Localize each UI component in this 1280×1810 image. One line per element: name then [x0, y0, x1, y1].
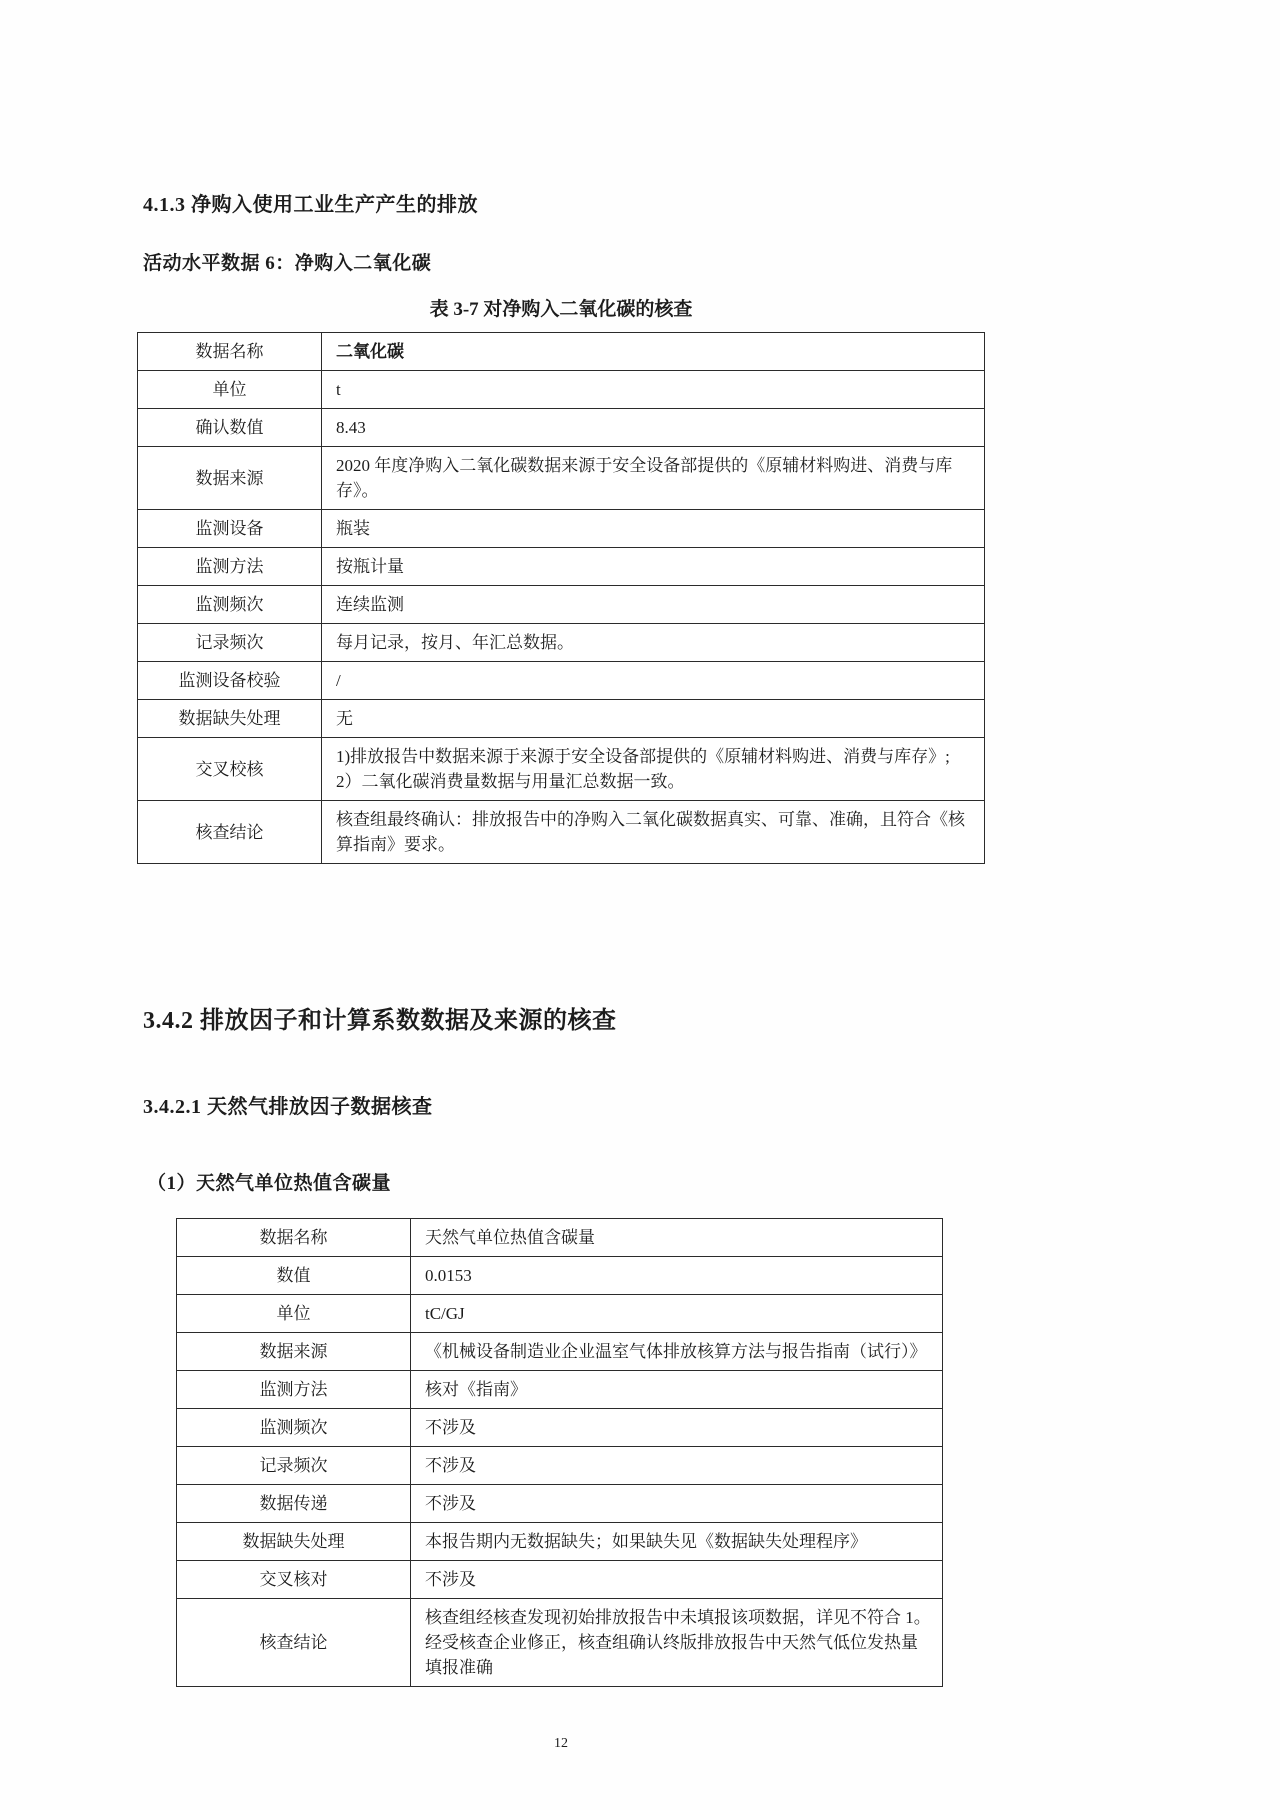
page-number: 12	[554, 1736, 568, 1751]
row-value: 核查组最终确认：排放报告中的净购入二氧化碳数据真实、可靠、准确，且符合《核算指南》要求。	[322, 801, 985, 864]
row-value: 每月记录，按月、年汇总数据。	[322, 624, 985, 662]
row-value: /	[322, 662, 985, 700]
table-row	[177, 1371, 943, 1409]
table-3-7-caption: 表 3-7 对净购入二氧化碳的核查	[429, 299, 693, 320]
row-value: 二氧化碳	[322, 333, 985, 371]
row-label: 记录频次	[138, 624, 322, 662]
row-label: 核查结论	[138, 801, 322, 864]
row-label: 交叉校核	[138, 738, 322, 801]
row-value: 不涉及	[411, 1447, 943, 1485]
table-row	[138, 371, 985, 409]
row-label: 数据名称	[138, 333, 322, 371]
row-value: 8.43	[322, 409, 985, 447]
table-natural-gas-carbon-content	[176, 1218, 943, 1687]
table-row	[138, 333, 985, 371]
row-label: 监测频次	[138, 586, 322, 624]
row-label: 核查结论	[177, 1599, 411, 1687]
row-label: 数据缺失处理	[177, 1523, 411, 1561]
table-row	[177, 1257, 943, 1295]
row-label: 单位	[138, 371, 322, 409]
table-row	[138, 409, 985, 447]
row-value: 无	[322, 700, 985, 738]
row-value: t	[322, 371, 985, 409]
heading-section-3-4-2-1: 3.4.2.1 天然气排放因子数据核查	[143, 1096, 433, 1118]
row-value: 按瓶计量	[322, 548, 985, 586]
heading-item-1-carbon-content: （1）天然气单位热值含碳量	[147, 1173, 392, 1194]
row-value: 连续监测	[322, 586, 985, 624]
table-row	[177, 1599, 943, 1687]
heading-section-4-1-3: 4.1.3 净购入使用工业生产产生的排放	[143, 194, 478, 216]
row-label: 数值	[177, 1257, 411, 1295]
row-label: 单位	[177, 1295, 411, 1333]
table-row	[138, 738, 985, 801]
table-row	[177, 1295, 943, 1333]
table-row	[177, 1447, 943, 1485]
row-label: 数据来源	[177, 1333, 411, 1371]
row-value: 不涉及	[411, 1561, 943, 1599]
table-row	[177, 1409, 943, 1447]
table-row	[138, 662, 985, 700]
table-row	[138, 801, 985, 864]
table-row	[138, 447, 985, 510]
row-value: 1)排放报告中数据来源于来源于安全设备部提供的《原辅材料购进、消费与库存》; 2）二氧化碳消费量数据与用量汇总数据一致。	[322, 738, 985, 801]
row-value: 《机械设备制造业企业温室气体排放核算方法与报告指南（试行）》	[411, 1333, 943, 1371]
row-value: 天然气单位热值含碳量	[411, 1219, 943, 1257]
row-value: 不涉及	[411, 1409, 943, 1447]
row-value: 瓶装	[322, 510, 985, 548]
row-label: 监测方法	[138, 548, 322, 586]
row-value: 2020 年度净购入二氧化碳数据来源于安全设备部提供的《原辅材料购进、消费与库存》。	[322, 447, 985, 510]
table-row	[138, 700, 985, 738]
row-label: 数据名称	[177, 1219, 411, 1257]
row-label: 交叉核对	[177, 1561, 411, 1599]
row-label: 监测方法	[177, 1371, 411, 1409]
row-label: 监测设备	[138, 510, 322, 548]
row-value: 不涉及	[411, 1485, 943, 1523]
table-row	[177, 1561, 943, 1599]
table-row	[177, 1523, 943, 1561]
table-row	[177, 1485, 943, 1523]
table-row	[138, 586, 985, 624]
row-value: 核对《指南》	[411, 1371, 943, 1409]
heading-section-3-4-2: 3.4.2 排放因子和计算系数数据及来源的核查	[143, 1008, 617, 1034]
table-row	[138, 624, 985, 662]
table-3-7-co2-verification	[137, 332, 985, 864]
row-value: 0.0153	[411, 1257, 943, 1295]
row-label: 数据来源	[138, 447, 322, 510]
row-label: 确认数值	[138, 409, 322, 447]
row-value: 本报告期内无数据缺失；如果缺失见《数据缺失处理程序》	[411, 1523, 943, 1561]
table-row	[177, 1333, 943, 1371]
row-value: 核查组经核查发现初始排放报告中未填报该项数据，详见不符合 1。经受核查企业修正，核查组确认终版排放报告中天然气低位发热量填报准确	[411, 1599, 943, 1687]
row-label: 记录频次	[177, 1447, 411, 1485]
row-value: tC/GJ	[411, 1295, 943, 1333]
table-row	[177, 1219, 943, 1257]
heading-activity-data-6: 活动水平数据 6：净购入二氧化碳	[143, 253, 432, 274]
row-label: 监测设备校验	[138, 662, 322, 700]
table-row	[138, 510, 985, 548]
row-label: 数据传递	[177, 1485, 411, 1523]
row-label: 数据缺失处理	[138, 700, 322, 738]
row-label: 监测频次	[177, 1409, 411, 1447]
table-row	[138, 548, 985, 586]
